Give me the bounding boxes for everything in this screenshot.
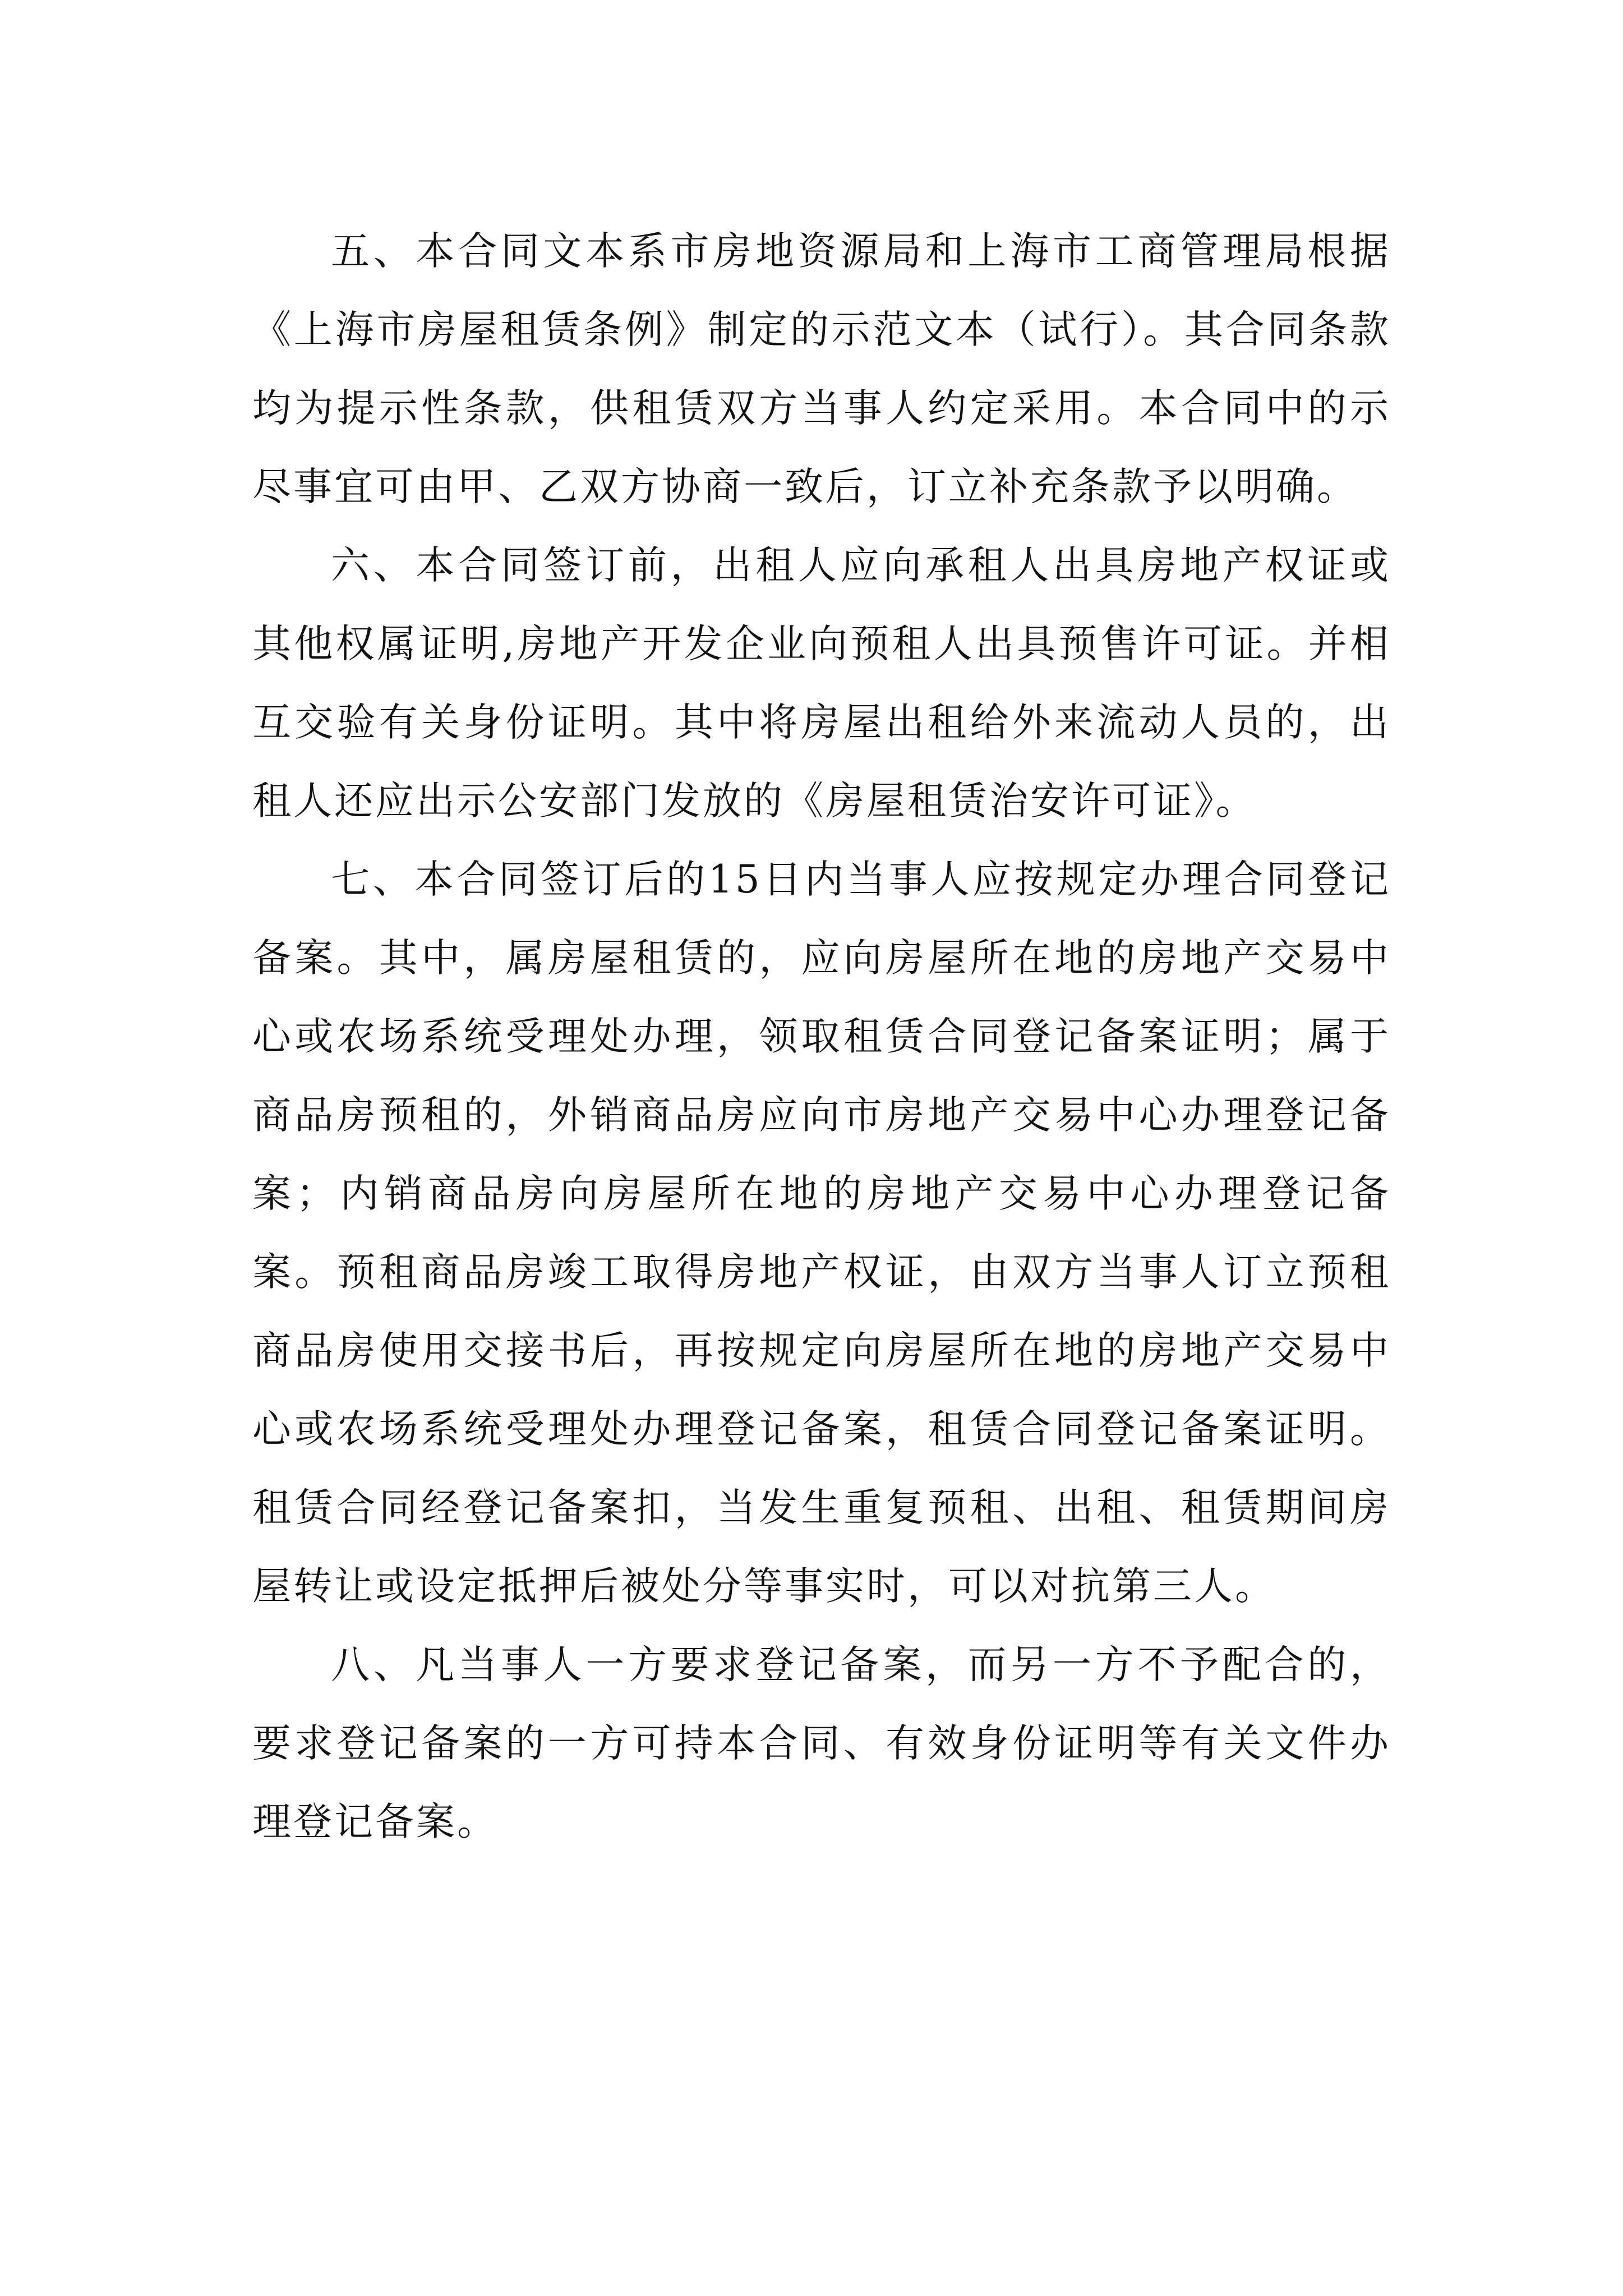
paragraph-8: 八、凡当事人一方要求登记备案，而另一方不予配合的，要求登记备案的一方可持本合同、有效身份证明等有关文件办理登记备案。 <box>252 1642 1391 1844</box>
document-body <box>252 212 1391 1861</box>
paragraph-6: 六、本合同签订前，出租人应向承租人出具房地产权证或其他权属证明,房地产开发企业向预租人出具预售许可证。并相互交验有关身份证明。其中将房屋出租给外来流动人员的，出租人还应出示公安部门发放的《房屋租赁治安许可证》。 <box>252 543 1391 823</box>
paragraph-7: 七、本合同签订后的15日内当事人应按规定办理合同登记备案。其中，属房屋租赁的，应向房屋所在地的房地产交易中心或农场系统受理处办理，领取租赁合同登记备案证明；属于商品房预租的，外销商品房应向市房地产交易中心办理登记备案；内销商品房向房屋所在地的房地产交易中心办理登记备案。预租商品房竣工取得房地产权证，由双方当事人订立预租商品房使用交接书后，再按规定向房屋所在地的房地产交易中心或农场系统受理处办理登记备案，租赁合同登记备案证明。租赁合同经登记备案扣，当发生重复预租、出租、租赁期间房屋转让或设定抵押后被处分等事实时，可以对抗第三人。 <box>252 857 1391 1609</box>
paragraph-5: 五、本合同文本系市房地资源局和上海市工商管理局根据《上海市房屋租赁条例》制定的示范文本（试行）。其合同条款均为提示性条款，供租赁双方当事人约定采用。本合同中的示尽事宜可由甲、乙双方协商一致后，订立补充条款予以明确。 <box>252 229 1391 509</box>
